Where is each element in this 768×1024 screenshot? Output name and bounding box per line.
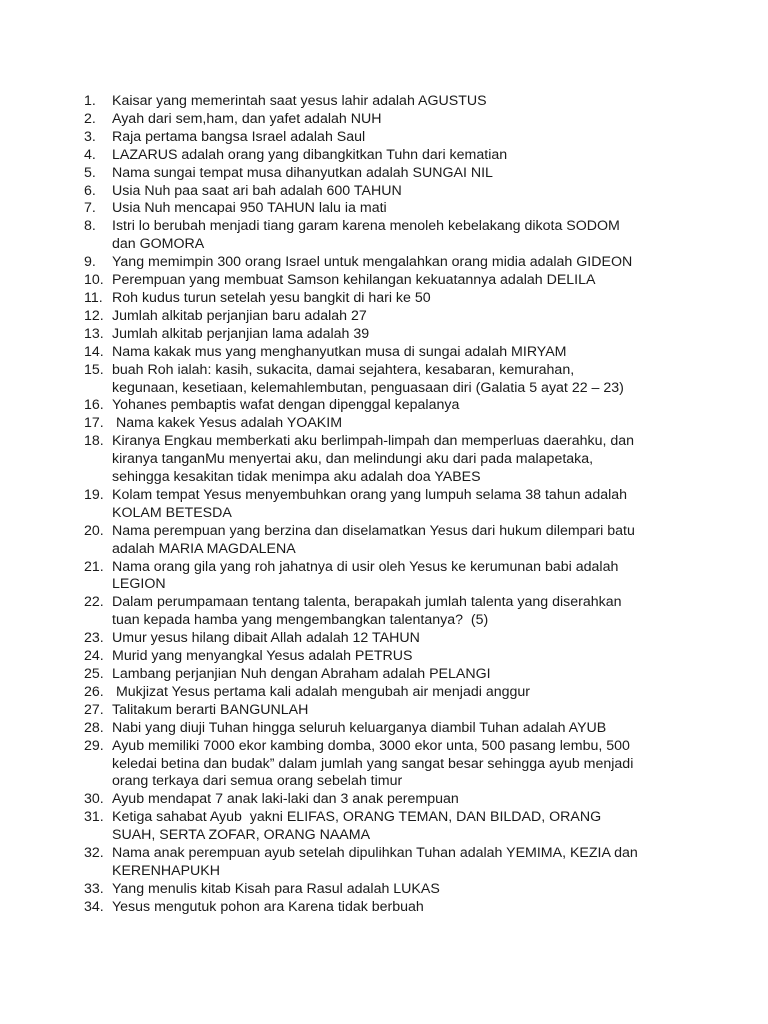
list-item-text: Usia Nuh paa saat ari bah adalah 600 TAHUN	[112, 182, 402, 199]
list-item-text: Jumlah alkitab perjanjian baru adalah 27	[112, 307, 367, 324]
list-item	[84, 433, 724, 487]
list-item-number: 13.	[84, 325, 104, 342]
list-item-number: 10.	[84, 272, 104, 289]
list-item-number: 17.	[84, 415, 104, 432]
list-item-text: Mukjizat Yesus pertama kali adalah mengubah air menjadi anggur	[112, 683, 531, 700]
list-item	[84, 809, 724, 845]
list-item	[84, 344, 724, 362]
list-item-text: Perempuan yang membuat Samson kehilangan kekuatannya adalah DELILA	[112, 272, 596, 289]
list-item	[84, 147, 724, 165]
list-item-text: Jumlah alkitab perjanjian lama adalah 39	[112, 325, 370, 342]
list-item	[84, 254, 724, 272]
list-item	[84, 684, 724, 702]
numbered-list	[84, 93, 724, 917]
list-item-text: Usia Nuh mencapai 950 TAHUN lalu ia mati	[112, 200, 387, 217]
list-item-text: Nabi yang diuji Tuhan hingga seluruh keluarganya diambil Tuhan adalah AYUB	[112, 719, 607, 736]
list-item-number: 14.	[84, 343, 104, 360]
list-item	[84, 129, 724, 147]
list-item	[84, 523, 724, 559]
list-item-text: Yang memimpin 300 orang Israel untuk mengalahkan orang midia adalah GIDEON	[112, 254, 633, 271]
list-item-number: 1.	[84, 93, 96, 109]
list-item-number: 5.	[84, 164, 96, 181]
list-item-text: Talitakum berarti BANGUNLAH	[112, 701, 309, 718]
list-item-number: 18.	[84, 433, 104, 450]
list-item	[84, 791, 724, 809]
list-item	[84, 200, 724, 218]
list-item-number: 32.	[84, 845, 104, 862]
list-item	[84, 702, 724, 720]
list-item-number: 34.	[84, 898, 104, 915]
list-item	[84, 845, 724, 881]
list-item	[84, 559, 724, 595]
list-item-number: 15.	[84, 361, 104, 378]
list-item-text: Roh kudus turun setelah yesu bangkit di hari ke 50	[112, 289, 431, 306]
list-item	[84, 308, 724, 326]
list-item	[84, 487, 724, 523]
list-item-number: 3.	[84, 128, 96, 145]
list-item	[84, 165, 724, 183]
list-item	[84, 326, 724, 344]
list-item-text: Nama perempuan yang berzina dan diselamatkan Yesus dari hukum dilempari batu adalah MARIA MAGDALENA	[112, 522, 635, 557]
list-item-text: Nama kakek Yesus adalah YOAKIM	[112, 415, 343, 432]
list-item-number: 7.	[84, 200, 96, 217]
list-item-number: 8.	[84, 218, 96, 235]
list-item	[84, 648, 724, 666]
list-item-text: Umur yesus hilang dibait Allah adalah 12 TAHUN	[112, 630, 420, 647]
list-item-text: Lambang perjanjian Nuh dengan Abraham adalah PELANGI	[112, 666, 491, 682]
list-item-number: 20.	[84, 522, 104, 539]
list-item	[84, 111, 724, 129]
list-item-number: 11.	[84, 289, 103, 306]
list-item-text: LAZARUS adalah orang yang dibangkitkan Tuhn dari kematian	[112, 146, 508, 163]
list-item-number: 25.	[84, 666, 104, 682]
list-item	[84, 290, 724, 308]
list-item-text: Dalam perumpamaan tentang talenta, berapakah jumlah talenta yang diserahkan tuan kepada hamba yang mengembangkan talentanya? (5)	[112, 594, 622, 629]
list-item	[84, 666, 724, 684]
list-item-text: Yohanes pembaptis wafat dengan dipenggal kepalanya	[112, 397, 460, 414]
list-item-number: 16.	[84, 397, 104, 414]
list-item	[84, 415, 724, 433]
list-item	[84, 720, 724, 738]
list-item-text: Kolam tempat Yesus menyembuhkan orang yang lumpuh selama 38 tahun adalah KOLAM BETESDA	[112, 486, 628, 521]
list-item	[84, 93, 724, 111]
list-item-number: 30.	[84, 791, 104, 808]
list-item-number: 23.	[84, 630, 104, 647]
list-item-text: Yang menulis kitab Kisah para Rasul adalah LUKAS	[112, 880, 440, 897]
list-item-number: 6.	[84, 182, 96, 199]
list-item-text: Ayub memiliki 7000 ekor kambing domba, 3000 ekor unta, 500 pasang lembu, 500 keledai betina dan budak” dalam jumlah yang sangat besar sehingga ayub menjadi orang terkaya dari semua orang sebelah timur	[112, 737, 634, 790]
list-item-text: Nama kakak mus yang menghanyutkan musa di sungai adalah MIRYAM	[112, 343, 567, 360]
list-item	[84, 362, 724, 398]
list-item-text: Istri lo berubah menjadi tiang garam karena menoleh kebelakang dikota SODOM dan GOMORA	[112, 218, 620, 253]
list-item-text: Nama orang gila yang roh jahatnya di usir oleh Yesus ke kerumunan babi adalah LEGION	[112, 558, 619, 593]
list-item	[84, 218, 724, 254]
list-item-number: 4.	[84, 146, 96, 163]
list-item-number: 21.	[84, 558, 104, 575]
list-item-number: 19.	[84, 486, 104, 503]
list-item-number: 27.	[84, 701, 104, 718]
list-item-text: Ketiga sahabat Ayub yakni ELIFAS, ORANG TEMAN, DAN BILDAD, ORANG SUAH, SERTA ZOFAR, ORANG NAAMA	[112, 809, 602, 844]
list-item-text: Yesus mengutuk pohon ara Karena tidak berbuah	[112, 898, 424, 915]
list-item-text: Raja pertama bangsa Israel adalah Saul	[112, 128, 366, 145]
list-item-number: 2.	[84, 110, 96, 127]
list-item	[84, 738, 724, 792]
list-item-text: buah Roh ialah: kasih, sukacita, damai sejahtera, kesabaran, kemurahan, kegunaan, kesetiaan, kelemahlembutan, penguasaan diri (Galatia 5 ayat 22 – 23)	[112, 361, 624, 396]
list-item-number: 24.	[84, 648, 104, 665]
list-item-text: Kaisar yang memerintah saat yesus lahir adalah AGUSTUS	[112, 93, 487, 109]
list-item-text: Nama sungai tempat musa dihanyutkan adalah SUNGAI NIL	[112, 164, 493, 181]
list-item	[84, 881, 724, 899]
list-item	[84, 272, 724, 290]
list-item-number: 22.	[84, 594, 104, 611]
list-item-number: 29.	[84, 737, 104, 754]
list-item-text: Kiranya Engkau memberkati aku berlimpah-limpah dan memperluas daerahku, dan kiranya tanganMu menyertai aku, dan melindungi aku dari pada malapetaka, sehingga kesakitan tidak menimpa aku adalah doa YABES	[112, 433, 635, 486]
list-item-number: 12.	[84, 307, 104, 324]
list-item	[84, 899, 724, 917]
list-item-number: 9.	[84, 254, 96, 271]
list-item-number: 31.	[84, 809, 104, 826]
list-item	[84, 630, 724, 648]
list-item-text: Ayah dari sem,ham, dan yafet adalah NUH	[112, 110, 382, 127]
list-item	[84, 594, 724, 630]
list-item	[84, 183, 724, 201]
list-item-number: 28.	[84, 719, 104, 736]
list-item-text: Nama anak perempuan ayub setelah dipulihkan Tuhan adalah YEMIMA, KEZIA dan KERENHAPUKH	[112, 845, 638, 879]
list-item-text: Ayub mendapat 7 anak laki-laki dan 3 anak perempuan	[112, 791, 459, 808]
list-item-number: 33.	[84, 880, 104, 897]
list-item	[84, 397, 724, 415]
list-item-number: 26.	[84, 683, 104, 700]
list-item-text: Murid yang menyangkal Yesus adalah PETRUS	[112, 648, 413, 665]
